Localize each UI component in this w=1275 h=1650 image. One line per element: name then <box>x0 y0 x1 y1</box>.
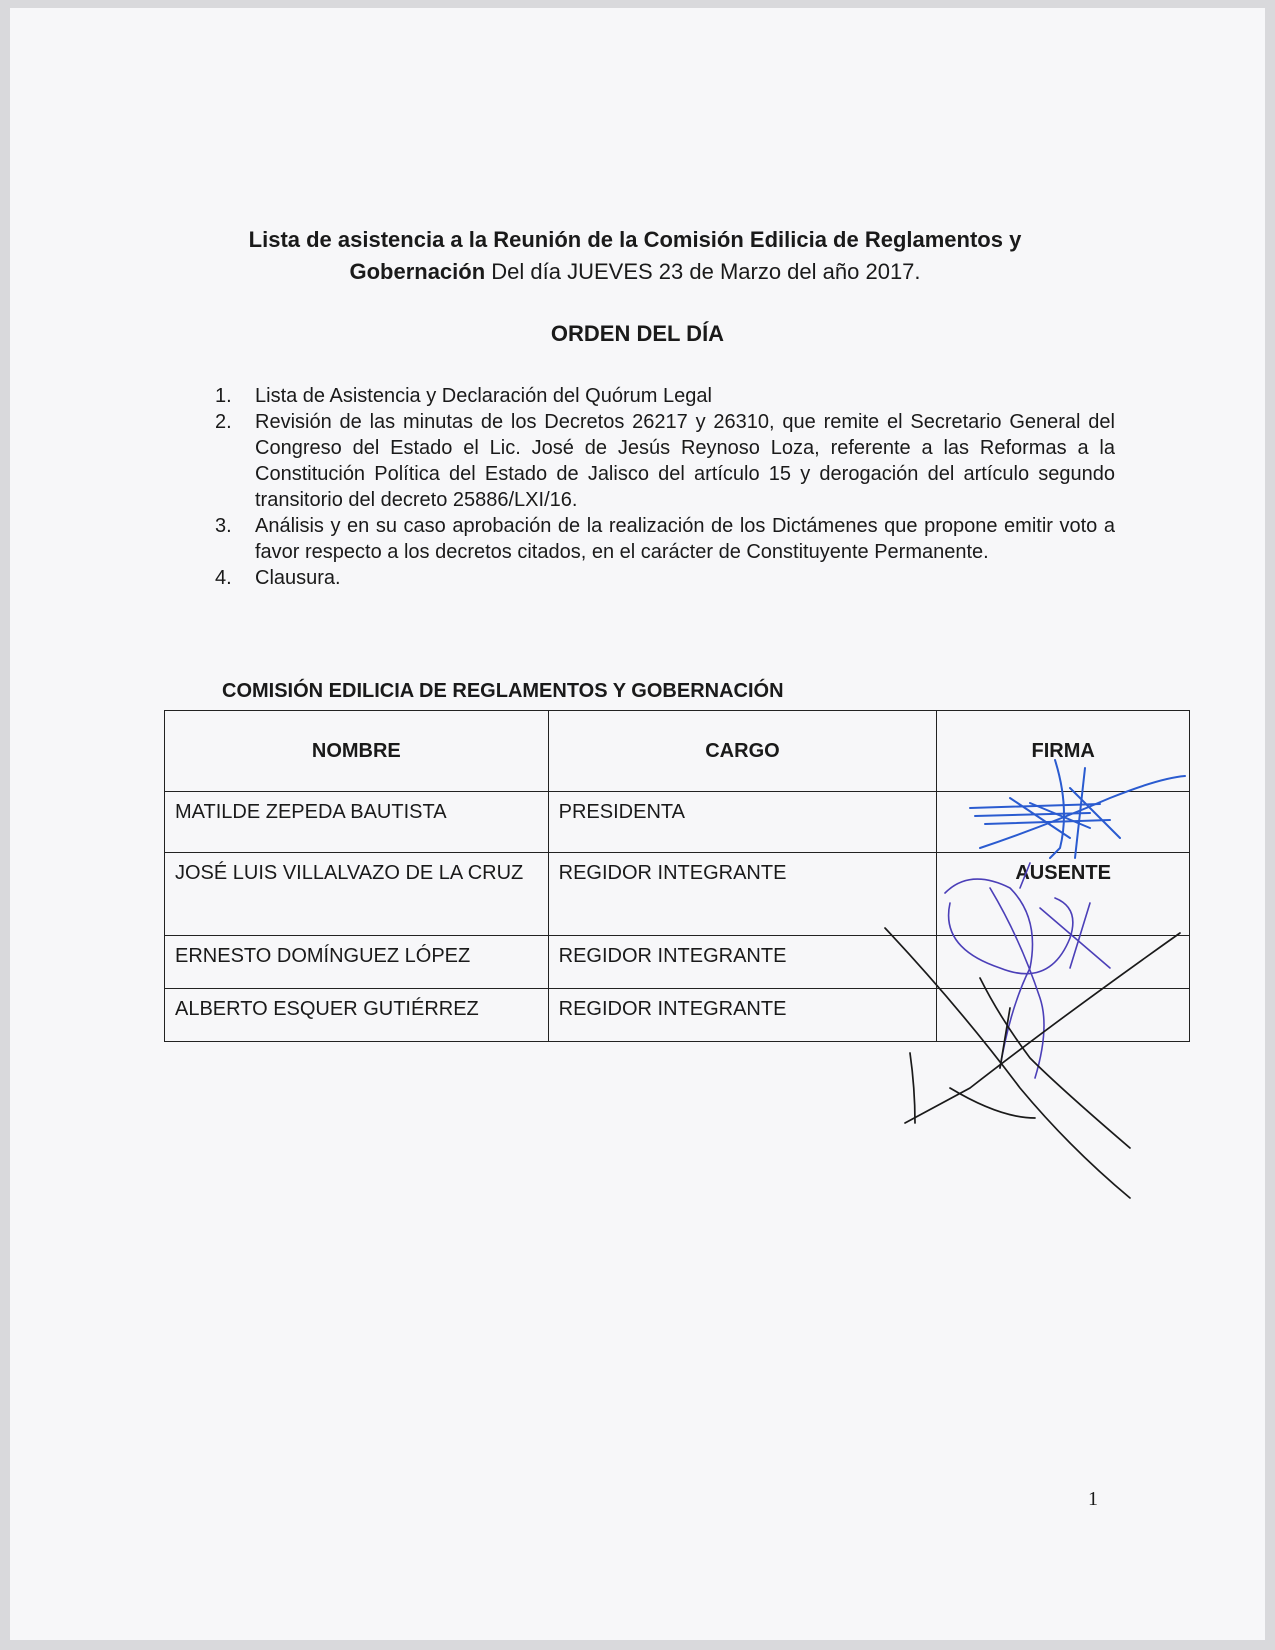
column-header-name: NOMBRE <box>165 711 549 792</box>
agenda-item <box>215 513 1115 565</box>
table-row <box>165 989 1190 1042</box>
page-number: 1 <box>1088 1488 1098 1510</box>
commission-title: COMISIÓN EDILICIA DE REGLAMENTOS Y GOBERNACIÓN <box>222 680 784 702</box>
title-date: Del día JUEVES 23 de Marzo del año 2017. <box>485 259 921 284</box>
member-signature <box>937 792 1190 853</box>
member-signature: AUSENTE <box>937 853 1190 936</box>
member-name: ERNESTO DOMÍNGUEZ LÓPEZ <box>165 936 549 989</box>
document-page <box>10 8 1265 1640</box>
agenda-list <box>215 383 1115 591</box>
agenda-item-text: Clausura. <box>255 567 341 589</box>
table-row <box>165 936 1190 989</box>
member-signature <box>937 936 1190 989</box>
column-header-signature: FIRMA <box>937 711 1190 792</box>
member-name: MATILDE ZEPEDA BAUTISTA <box>165 792 549 853</box>
document-title <box>160 224 1110 288</box>
agenda-item-number: 1. <box>215 385 232 407</box>
agenda-item-text: Revisión de las minutas de los Decretos 26217 y 26310, que remite el Secretario General del Congreso del Estado el Lic. José de Jesús Reynoso Loza, referente a las Reformas a la Constitución Política del Estado de Jalisco del artículo 15 y derogación del artículo segundo transitorio del decreto 25886/LXI/16. <box>255 411 1115 511</box>
agenda-item-text: Análisis y en su caso aprobación de la realización de los Dictámenes que propone emitir voto a favor respecto a los decretos citados, en el carácter de Constituyente Permanente. <box>255 515 1115 563</box>
agenda-item-number: 4. <box>215 567 232 589</box>
agenda-heading: ORDEN DEL DÍA <box>550 321 725 346</box>
member-signature <box>937 989 1190 1042</box>
title-bold-line-1: Lista de asistencia a la Reunión de la Comisión Edilicia de Reglamentos y <box>248 227 1022 252</box>
table-header-row <box>165 711 1190 792</box>
member-role: PRESIDENTA <box>548 792 937 853</box>
member-role: REGIDOR INTEGRANTE <box>548 853 937 936</box>
agenda-item <box>215 383 1115 409</box>
agenda-item-text: Lista de Asistencia y Declaración del Quórum Legal <box>255 385 712 407</box>
table-row <box>165 792 1190 853</box>
table-row <box>165 853 1190 936</box>
agenda-item <box>215 565 1115 591</box>
agenda-item <box>215 409 1115 513</box>
member-name: JOSÉ LUIS VILLALVAZO DE LA CRUZ <box>165 853 549 936</box>
agenda-item-number: 2. <box>215 411 232 433</box>
attendance-table <box>164 710 1190 1042</box>
member-role: REGIDOR INTEGRANTE <box>548 936 937 989</box>
member-role: REGIDOR INTEGRANTE <box>548 989 937 1042</box>
column-header-role: CARGO <box>548 711 937 792</box>
agenda-item-number: 3. <box>215 515 232 537</box>
title-bold-line-2: Gobernación <box>349 259 486 284</box>
member-name: ALBERTO ESQUER GUTIÉRREZ <box>165 989 549 1042</box>
